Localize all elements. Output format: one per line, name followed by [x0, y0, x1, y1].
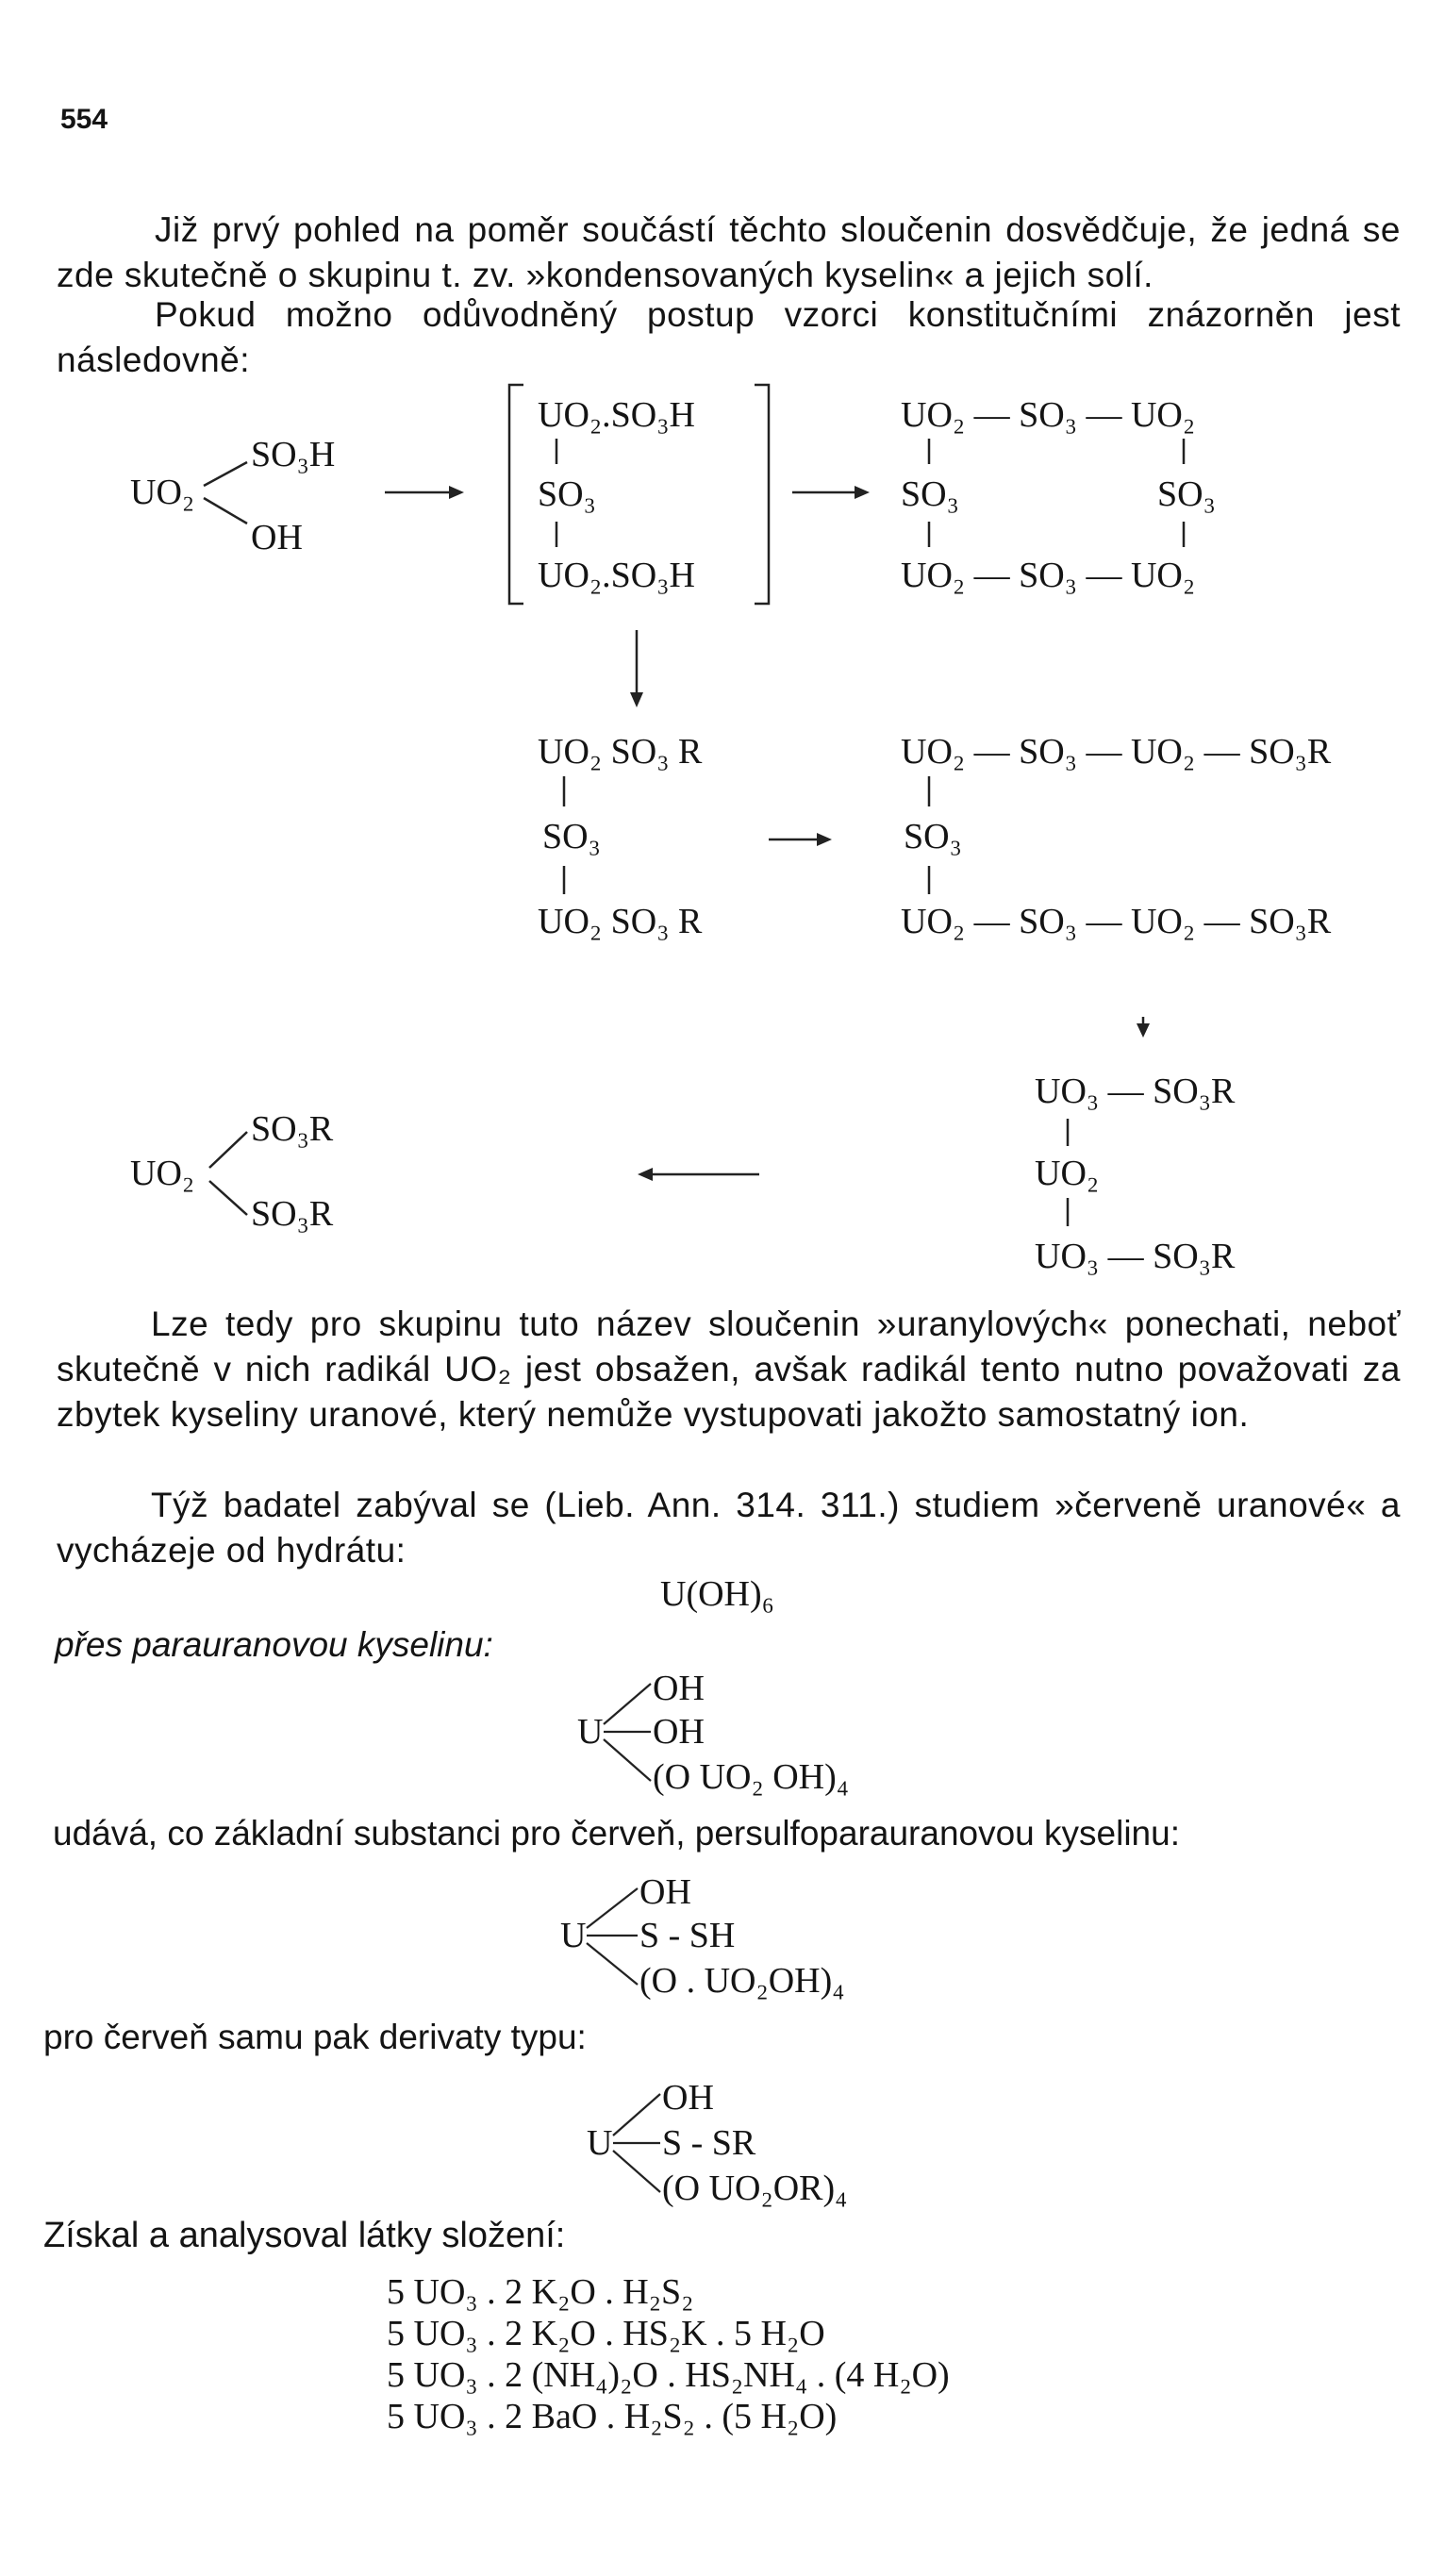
bond-line	[587, 1943, 638, 1985]
s2-line: SO₃	[538, 474, 596, 514]
s6-line: UO₃ — SO₃R	[1035, 1072, 1236, 1111]
s3-line: UO₂ — SO₃ — UO₂	[901, 556, 1196, 595]
line-pres: přes parauranovou kyselinu:	[55, 1625, 493, 1664]
s7-top: SO₃R	[251, 1109, 334, 1149]
s1-bottom: OH	[251, 518, 303, 557]
paragraph-uranyl: Lze tedy pro skupinu tuto název sloučenin »uranylových« ponechati, neboť skutečně v nich radikál UO₂ jest obsažen, avšak radikál tento nutno považovati za zbytek kyseliny uranové, který nemůže vystupovati jakožto samostatný ion.	[57, 1305, 1401, 1434]
composition-line: 5 UO₃ . 2 K₂O . HS₂K . 5 H₂O	[387, 2314, 825, 2353]
page-number: 554	[60, 104, 108, 135]
s7-bottom: SO₃R	[251, 1194, 334, 1234]
s6-line: UO₃ — SO₃R	[1035, 1237, 1236, 1276]
bond-line	[613, 2151, 660, 2192]
paragraph-researcher: Týž badatel zabýval se (Lieb. Ann. 314. 311.) studiem »červeně uranové« a vycházeje od hydrátu:	[57, 1486, 1401, 1570]
line-ziskal: Získal a analysoval látky složení:	[43, 2216, 566, 2255]
s5-line: UO₂ — SO₃ — UO₂ — SO₃R	[901, 732, 1332, 772]
s1-center: UO₂	[130, 473, 195, 512]
composition-line: 5 UO₃ . 2 BaO . H₂S₂ . (5 H₂O)	[387, 2397, 838, 2436]
f3-center: U	[587, 2123, 613, 2163]
s6-line: UO₂	[1035, 1154, 1100, 1193]
s5-line: SO₃	[904, 817, 962, 856]
s3-line: UO₂ — SO₃ — UO₂	[901, 395, 1196, 435]
composition-line: 5 UO₃ . 2 (NH₄)₂O . HS₂NH₄ . (4 H₂O)	[387, 2355, 950, 2395]
s5-line: UO₂ — SO₃ — UO₂ — SO₃R	[901, 902, 1332, 941]
f3-b: S - SR	[662, 2123, 756, 2163]
bond-line	[613, 2094, 660, 2136]
s7-center: UO₂	[130, 1154, 195, 1193]
f2-c: (O . UO₂OH)₄	[639, 1961, 845, 2001]
line-pro: pro červeň samu pak derivaty typu:	[43, 2018, 587, 2056]
f1-c: (O UO₂ OH)₄	[653, 1757, 850, 1797]
f3-c: (O UO₂OR)₄	[662, 2169, 848, 2208]
s4-line: UO₂ SO₃ R	[538, 732, 703, 772]
s1-top: SO₃H	[251, 435, 336, 474]
bond-line	[587, 1888, 638, 1928]
f2-center: U	[560, 1916, 587, 1955]
f1-a: OH	[653, 1669, 705, 1708]
bond-line	[604, 1739, 651, 1781]
s3-line: SO₃	[1157, 474, 1216, 514]
f2-a: OH	[639, 1872, 691, 1912]
formula-hydrate: U(OH)₆	[660, 1574, 774, 1614]
f2-b: S - SH	[639, 1916, 736, 1955]
paragraph-intro: Již prvý pohled na poměr součástí těchto sloučenin dosvědčuje, že jedná se zde skutečně o skupinu t. zv. »kondensovaných kyselin« a jejich solí.	[57, 210, 1401, 294]
s3-line: SO₃	[901, 474, 959, 514]
s2-line: UO₂.SO₃H	[538, 395, 695, 435]
composition-line: 5 UO₃ . 2 K₂O . H₂S₂	[387, 2272, 694, 2312]
paragraph-procedure: Pokud možno odůvodněný postup vzorci konstitučními znázorněn jest následovně:	[57, 295, 1401, 379]
line-udava: udává, co základní substanci pro červeň, persulfoparauranovou kyselinu:	[53, 1814, 1180, 1853]
f3-a: OH	[662, 2078, 714, 2118]
f1-center: U	[577, 1712, 604, 1752]
s2-line: UO₂.SO₃H	[538, 556, 695, 595]
f1-b: OH	[653, 1712, 705, 1752]
bond-line	[604, 1684, 651, 1724]
s4-line: UO₂ SO₃ R	[538, 902, 703, 941]
s4-line: SO₃	[542, 817, 601, 856]
